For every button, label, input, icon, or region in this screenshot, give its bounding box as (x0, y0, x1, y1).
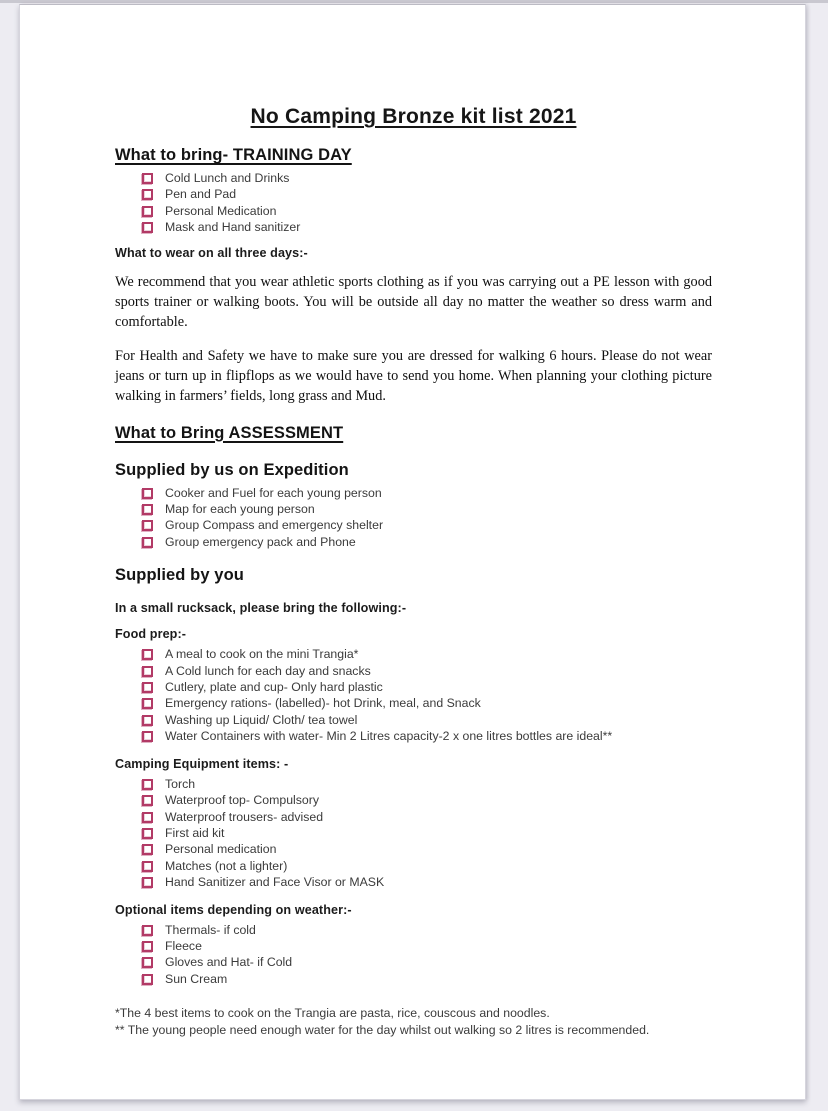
checkbox-icon (142, 504, 153, 515)
heading-supplied-by-you: Supplied by you (115, 566, 244, 585)
checklist-item-label: Emergency rations- (labelled)- hot Drink, meal, and Snack (165, 696, 481, 711)
checklist-item (141, 792, 712, 808)
checklist-item-label: Water Containers with water- Min 2 Litres capacity-2 x one litres bottles are ideal** (165, 729, 613, 744)
checklist-item (141, 922, 712, 938)
checkbox-icon (142, 682, 153, 693)
checkbox-icon (142, 666, 153, 677)
checklist-item (141, 695, 712, 711)
checklist-item (141, 203, 712, 219)
checkbox-icon (142, 877, 153, 888)
checkbox-icon (142, 206, 153, 217)
document-page (19, 4, 806, 1100)
checklist-item-label: A Cold lunch for each day and snacks (165, 663, 371, 678)
checkbox-icon (142, 173, 153, 184)
checklist-item (141, 825, 712, 841)
checkbox-icon (142, 520, 153, 531)
checklist-item (141, 954, 712, 970)
wear-paragraph-2: For Health and Safety we have to make sure you are dressed for walking 6 hours. Please do not wear jeans or turn up in flipflops as we would have to send you home. When planning your clothing picture walking in farmers’ fields, long grass and Mud. (115, 347, 712, 404)
checklist-item (141, 938, 712, 954)
checklist-item-label: First aid kit (165, 825, 225, 840)
checkbox-icon (142, 844, 153, 855)
checklist-item-label: Pen and Pad (165, 187, 237, 202)
checklist-item (141, 728, 712, 744)
checklist-item-label: Cooker and Fuel for each young person (165, 485, 382, 500)
checklist-item-label: Map for each young person (165, 502, 315, 517)
heading-assessment: What to Bring ASSESSMENT (115, 423, 344, 442)
checklist-item-label: Cutlery, plate and cup- Only hard plastic (165, 680, 383, 695)
checklist-item-label: Waterproof top- Compulsory (165, 793, 319, 808)
checklist-item (141, 170, 712, 186)
footnote-water: ** The young people need enough water for the day whilst out walking so 2 litres is recommended. (115, 1022, 650, 1037)
checklist-item (141, 776, 712, 792)
checkbox-icon (142, 715, 153, 726)
checklist-item-label: Thermals- if cold (165, 922, 256, 937)
heading-camping-equipment: Camping Equipment items: - (115, 756, 289, 771)
checkbox-icon (142, 957, 153, 968)
checklist-item-label: Personal Medication (165, 203, 277, 218)
checklist-item-label: Washing up Liquid/ Cloth/ tea towel (165, 712, 358, 727)
checkbox-icon (142, 974, 153, 985)
checklist-item-label: Torch (165, 776, 196, 791)
checklist-item (141, 663, 712, 679)
checklist-item-label: Personal medication (165, 842, 277, 857)
checkbox-icon (142, 698, 153, 709)
checklist-item (141, 841, 712, 857)
checklist-item-label: A meal to cook on the mini Trangia* (165, 647, 359, 662)
checklist-item (141, 485, 712, 501)
checkbox-icon (142, 795, 153, 806)
camping-equipment-checklist (141, 776, 712, 891)
checklist-item (141, 809, 712, 825)
checklist-item (141, 534, 712, 550)
checklist-item-label: Waterproof trousers- advised (165, 809, 324, 824)
heading-food-prep: Food prep:- (115, 627, 187, 642)
document-content (20, 5, 805, 1038)
checklist-item-label: Group emergency pack and Phone (165, 534, 356, 549)
food-prep-checklist (141, 646, 712, 744)
checkbox-icon (142, 731, 153, 742)
checklist-item (141, 186, 712, 202)
checklist-item-label: Group Compass and emergency shelter (165, 518, 384, 533)
training-day-checklist (141, 170, 712, 236)
checkbox-icon (142, 828, 153, 839)
checkbox-icon (142, 861, 153, 872)
checklist-item (141, 646, 712, 662)
checkbox-icon (142, 941, 153, 952)
rucksack-intro: In a small rucksack, please bring the following:- (115, 601, 407, 616)
checklist-item-label: Mask and Hand sanitizer (165, 220, 301, 235)
heading-what-to-wear: What to wear on all three days:- (115, 245, 308, 260)
checkbox-icon (142, 779, 153, 790)
checklist-item-label: Fleece (165, 938, 202, 953)
checklist-item (141, 517, 712, 533)
checklist-item (141, 874, 712, 890)
checkbox-icon (142, 189, 153, 200)
checklist-item-label: Matches (not a lighter) (165, 858, 288, 873)
heading-optional-items: Optional items depending on weather:- (115, 902, 352, 917)
page-title: No Camping Bronze kit list 2021 (250, 105, 577, 128)
supplied-by-us-checklist (141, 485, 712, 551)
checklist-item (141, 219, 712, 235)
checklist-item-label: Gloves and Hat- if Cold (165, 955, 293, 970)
checklist-item (141, 679, 712, 695)
heading-supplied-by-us: Supplied by us on Expedition (115, 460, 349, 479)
heading-training-day: What to bring- TRAINING DAY (115, 146, 352, 164)
checkbox-icon (142, 812, 153, 823)
checklist-item (141, 501, 712, 517)
checklist-item-label: Cold Lunch and Drinks (165, 171, 290, 185)
checklist-item-label: Sun Cream (165, 971, 228, 986)
checklist-item (141, 712, 712, 728)
checklist-item-label: Hand Sanitizer and Face Visor or MASK (165, 875, 385, 890)
checkbox-icon (142, 488, 153, 499)
optional-items-checklist (141, 922, 712, 988)
checklist-item (141, 971, 712, 987)
footnotes (115, 1005, 712, 1038)
checklist-item (141, 858, 712, 874)
checkbox-icon (142, 925, 153, 936)
footnote-trangia: *The 4 best items to cook on the Trangia are pasta, rice, couscous and noodles. (115, 1006, 550, 1021)
checkbox-icon (142, 537, 153, 548)
wear-paragraph-1: We recommend that you wear athletic sports clothing as if you was carrying out a PE lesson with good sports trainer or walking boots. You will be outside all day no matter the weather so dress warm and comfortable. (115, 273, 712, 330)
checkbox-icon (142, 222, 153, 233)
checkbox-icon (142, 649, 153, 660)
